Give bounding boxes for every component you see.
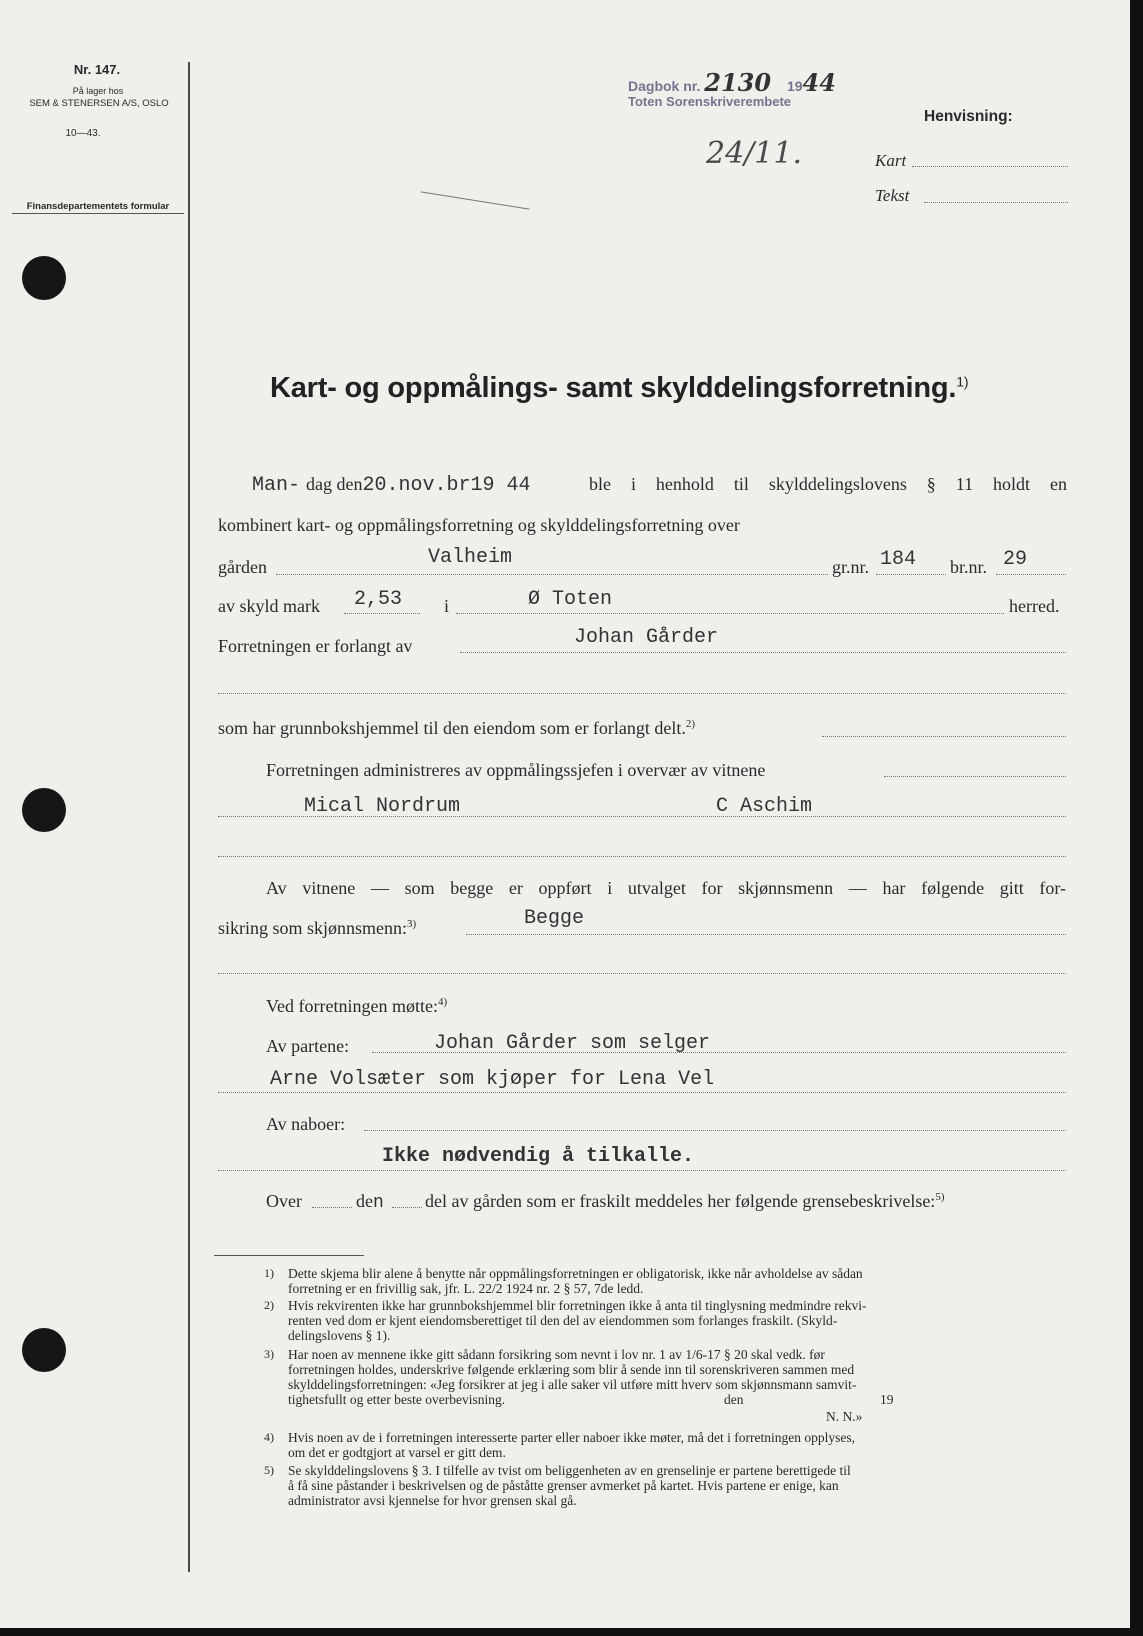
map-field[interactable] xyxy=(912,166,1068,167)
boundary-text: del av gården som er fraskilt meddeles her følgende grensebeskrivelse: xyxy=(425,1191,936,1211)
footnote-2-line-3: delingslovens § 1). xyxy=(288,1328,391,1343)
title-holder-text: som har grunnbokshjemmel til den eiendom som er forlangt delt. xyxy=(218,718,686,738)
assurance-dots xyxy=(466,934,1066,935)
footnote-1-num: 1) xyxy=(264,1266,274,1280)
footnote-4-line-1: Hvis noen av de i forretningen interesserte parter eller naboer ikke møter, må det i forretningen opplyses, xyxy=(288,1430,856,1445)
farm-name-field[interactable]: Valheim xyxy=(428,546,513,569)
the-label xyxy=(356,1191,384,1213)
footnote-ref-4: 4) xyxy=(437,996,448,1008)
footnote-5-line-2: å få sine påstander i beskrivelsen og de påståtte grenser avmerket på kartet. Hvis partene er enige, kan xyxy=(288,1478,839,1493)
title-footnote-ref: 1) xyxy=(956,373,969,390)
the-label-text: de xyxy=(356,1191,373,1211)
municipality-label: herred. xyxy=(1009,596,1060,616)
attended-text: Ved forretningen møtte: xyxy=(266,996,438,1016)
journal-label: Dagbok nr. xyxy=(628,78,701,94)
handwritten-date: 24/11. xyxy=(706,136,802,171)
witness-dots xyxy=(218,816,1066,817)
pen-stroke xyxy=(421,191,530,209)
intro-line xyxy=(252,474,531,497)
weekday-prefix: Man- xyxy=(252,474,301,497)
attended-label xyxy=(266,996,447,1017)
form-number: Nr. 147. xyxy=(73,62,121,77)
bnr-dots xyxy=(996,574,1066,575)
day-label: dag den xyxy=(306,474,363,494)
footnote-3-line-4: tighetsfullt og etter beste overbevisning. xyxy=(288,1392,506,1407)
requested-dots xyxy=(460,652,1066,653)
title-holder-dots xyxy=(822,736,1066,737)
footnote-4-line-2: om det er godtgjort at varsel er gitt dem. xyxy=(288,1445,506,1460)
journal-number: 2130 xyxy=(704,68,772,97)
municipality-field[interactable]: Ø Toten xyxy=(528,588,613,611)
footnote-1-line-2: forretning er en frivillig sak, jfr. L. 22/2 1924 nr. 2 § 57, 7de ledd. xyxy=(288,1281,644,1296)
map-label: Kart xyxy=(875,151,907,170)
witness-statement-2 xyxy=(218,918,416,939)
footnote-1-line-1: Dette skjema blir alene å benytte når oppmålingsforretningen er obligatorisk, ikke når avholdelse av sådan xyxy=(288,1266,863,1281)
assurance-dots-2 xyxy=(218,973,1066,974)
on-stock-note: På lager hos xyxy=(72,86,124,96)
punch-hole xyxy=(22,256,66,300)
requested-by-field[interactable]: Johan Gårder xyxy=(574,626,719,649)
parties-label: Av partene: xyxy=(266,1036,350,1056)
witness-2-field[interactable]: C Aschim xyxy=(716,795,813,818)
form-origin: Finansdepartementets formular xyxy=(12,201,184,214)
neighbours-label: Av naboer: xyxy=(266,1114,346,1134)
boundary-line xyxy=(425,1191,944,1212)
footnote-3-nn: N. N.» xyxy=(826,1409,863,1424)
footnote-ref-5: 5) xyxy=(935,1191,945,1203)
date-code: 10—43. xyxy=(65,128,101,139)
footnote-3-line-1: Har noen av mennene ikke gitt sådann forsikring som nevnt i lov nr. 1 av 1/6-17 § 20 skal vedk. før xyxy=(288,1347,825,1362)
parties-field-1[interactable]: Johan Gårder som selger xyxy=(434,1032,711,1055)
gnr-field[interactable]: 184 xyxy=(880,548,917,571)
footnote-3-line-2: forretningen holdes, underskrive følgende erklæring som blir å sende inn til sorenskriveren sammen med xyxy=(288,1362,855,1377)
blank-line[interactable] xyxy=(218,693,1066,694)
tax-value-label: av skyld mark xyxy=(218,596,320,616)
footnote-5-line-3: administrator avsi kjennelse for hvor grensen skal gå. xyxy=(288,1493,577,1508)
punch-hole xyxy=(22,1328,66,1372)
footnote-3-den: den xyxy=(724,1392,744,1407)
journal-year: 44 xyxy=(802,68,836,97)
publisher: SEM & STENERSEN A/S, OSLO xyxy=(29,98,169,109)
requested-by-label: Forretningen er forlangt av xyxy=(218,636,413,656)
parties-field-2[interactable]: Arne Volsæter som kjøper for Lena Vel xyxy=(270,1068,715,1091)
office-stamp: Toten Sorenskriverembete xyxy=(628,94,792,109)
administered-line: Forretningen administreres av oppmålingssjefen i overvær av vitnene xyxy=(266,760,766,780)
tax-dots xyxy=(344,613,420,614)
intro-line-2: kombinert kart- og oppmålingsforretning og skylddelingsforretning over xyxy=(218,515,740,535)
witness-dots-2 xyxy=(218,856,1066,857)
footnote-3-line-3: skylddelingsforretningen: «Jeg forsikrer at jeg i alle saker vil utføre mitt hverv som skjønnsmann samvit- xyxy=(288,1377,857,1392)
footnote-2-num: 2) xyxy=(264,1298,274,1312)
title-holder-line xyxy=(218,718,695,739)
farm-label: gården xyxy=(218,557,267,577)
municipality-dots xyxy=(456,613,1004,614)
year-prefix: 19 xyxy=(786,78,803,94)
tax-value-field[interactable]: 2,53 xyxy=(354,588,403,611)
footnote-2-line-2: renten ved dom er kjent eiendomsberettiget til den del av eiendommen som forlanges fraskilt. (Skyld- xyxy=(288,1313,838,1328)
witness-statement-2-text: sikring som skjønnsmenn: xyxy=(218,918,408,938)
gnr-label: gr.nr. xyxy=(832,557,870,577)
parties-dots-2 xyxy=(218,1092,1066,1093)
text-field[interactable] xyxy=(924,202,1068,203)
footnote-3-year: 19 xyxy=(880,1392,894,1407)
reference-heading: Henvisning: xyxy=(924,108,1013,125)
footnote-rule xyxy=(214,1255,364,1256)
gnr-dots xyxy=(876,574,946,575)
date-field[interactable]: 20.nov.br19 44 xyxy=(362,474,531,497)
in-label: i xyxy=(444,596,450,616)
neighbours-dots xyxy=(364,1130,1066,1131)
bnr-field[interactable]: 29 xyxy=(1003,548,1028,571)
footnote-5-num: 5) xyxy=(264,1463,274,1477)
footnote-ref-3: 3) xyxy=(407,918,417,930)
administered-dots xyxy=(884,776,1066,777)
punch-hole xyxy=(22,788,66,832)
witness-1-field[interactable]: Mical Nordrum xyxy=(304,795,461,818)
over-dots xyxy=(312,1207,352,1208)
witness-statement-1: Av vitnene — som begge er oppført i utvalget for skjønnsmenn — har følgende gitt for- xyxy=(266,878,1066,898)
footnote-2-line-1: Hvis rekvirenten ikke har grunnbokshjemmel blir forretningen ikke å anta til tinglysning medmindre rekvi- xyxy=(288,1298,867,1313)
intro-line-rest: ble i henhold til skylddelingslovens § 11 holdt en xyxy=(589,474,1067,494)
neighbours-dots-2 xyxy=(218,1170,1066,1171)
margin-rule xyxy=(188,62,190,1572)
text-label: Tekst xyxy=(875,186,910,205)
assurance-field[interactable]: Begge xyxy=(524,907,585,930)
the-dots xyxy=(392,1207,422,1208)
neighbours-field[interactable]: Ikke nødvendig å tilkalle. xyxy=(382,1145,695,1168)
the-field[interactable]: n xyxy=(373,1193,384,1213)
footnote-4-num: 4) xyxy=(264,1430,274,1444)
over-label: Over xyxy=(266,1191,302,1211)
journal-stamp xyxy=(628,68,836,97)
farm-dots xyxy=(276,574,828,575)
footnote-3-num: 3) xyxy=(264,1347,274,1361)
title-text: Kart- og oppmålings- samt skylddelingsforretning. xyxy=(270,372,957,404)
footnote-ref-2: 2) xyxy=(685,718,696,730)
form-title xyxy=(270,372,968,405)
bnr-label: br.nr. xyxy=(950,557,988,577)
footnote-5-line-1: Se skylddelingslovens § 3. I tilfelle av tvist om beliggenheten av en grenselinje er partene berettigede til xyxy=(288,1463,851,1478)
